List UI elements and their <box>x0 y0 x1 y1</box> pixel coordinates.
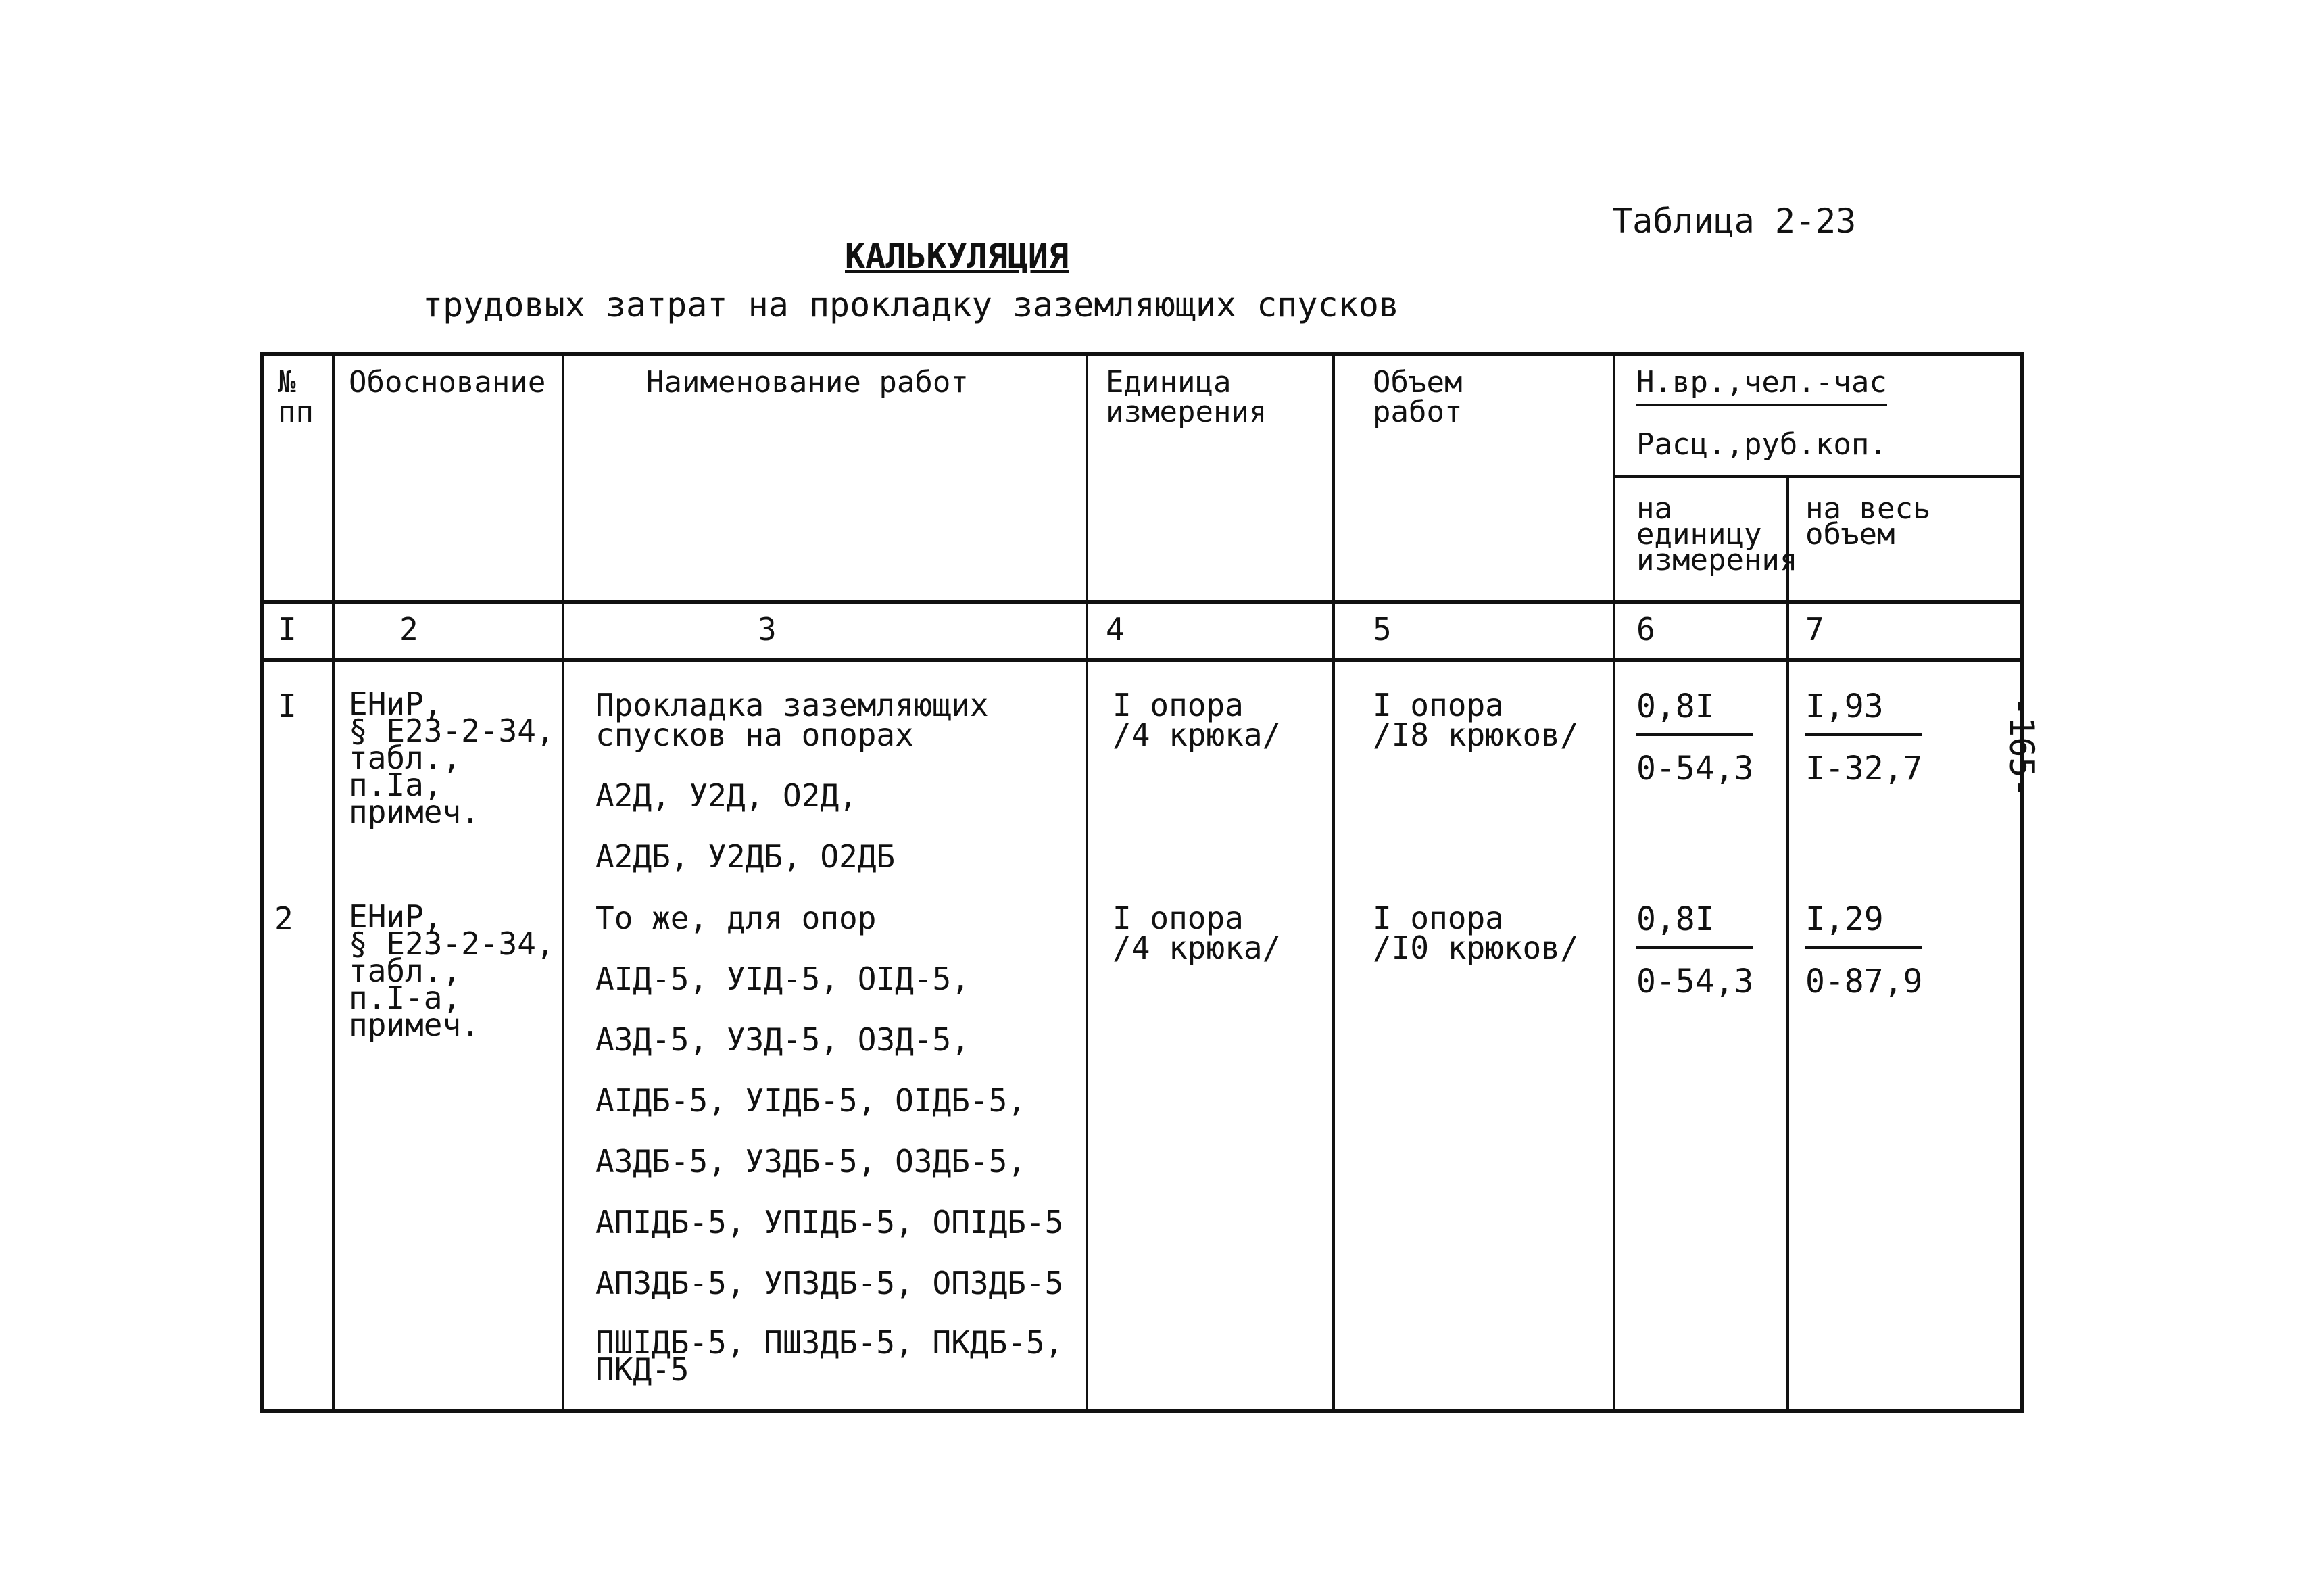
column-divider <box>332 356 335 1409</box>
row-divider <box>264 600 2020 604</box>
table-label: Таблица 2-23 <box>1612 201 1857 241</box>
header-norm: Н.вр.,чел.-час <box>1636 368 1887 397</box>
row-2-total-norm-rate: $\frac{I,29}{0-87,9}$ <box>1805 900 1923 1000</box>
row-1-volume: I опора /I8 крюков/ <box>1373 687 1579 753</box>
header-volume: Объем работ <box>1373 365 1463 429</box>
row-1-unit: I опора /4 крюка/ <box>1113 687 1282 753</box>
column-number: I <box>278 611 297 648</box>
document-title: КАЛЬКУЛЯЦИЯ <box>845 237 1069 276</box>
document-subtitle: трудовых затрат на прокладку заземляющих спусков <box>422 285 1399 324</box>
header-work-name: Наименование работ <box>646 365 969 400</box>
row-2-unit-norm-rate: $\frac{0,8I}{0-54,3}$ <box>1636 900 1754 1000</box>
column-number: 2 <box>399 611 418 648</box>
row-2-work-name: То же, для опор АIД-5, УIД-5, ОIД-5, А3Д-5, У3Д-5, О3Д-5, АIДБ-5, УIДБ-5, ОIДБ-5, А3ДБ-5, У3ДБ-5, О3ДБ-5, АПIДБ-5, УПIДБ-5, ОПIДБ-5 АП3ДБ-5, УП3ДБ-5, ОП3ДБ-5 ПШIДБ-5, ПШ3ДБ-5, ПКДБ-5, ПКД-5 <box>595 900 1064 1388</box>
page-number: -165- <box>2002 696 2041 798</box>
column-divider <box>562 356 564 1409</box>
row-1-number: I <box>278 687 297 724</box>
row-2-unit: I опора /4 крюка/ <box>1113 900 1282 966</box>
row-2-number: 2 <box>274 900 293 937</box>
header-per-unit: на единицу измерения <box>1636 491 1798 577</box>
row-2-volume: I опора /I0 крюков/ <box>1373 900 1579 966</box>
header-rate: Расц.,руб.коп. <box>1636 427 1887 462</box>
column-number: 3 <box>758 611 777 648</box>
column-number: 7 <box>1805 611 1824 648</box>
column-divider <box>1613 356 1615 1409</box>
column-number: 5 <box>1373 611 1392 648</box>
header-unit: Единица измерения <box>1106 365 1267 429</box>
column-number: 4 <box>1106 611 1125 648</box>
calculation-table <box>260 352 2024 1413</box>
column-divider <box>1086 356 1088 1409</box>
row-1-total-norm-rate: $\frac{I,93}{I-32,7}$ <box>1805 687 1923 788</box>
row-1-basis: ЕНиР, § Е23-2-34, табл., п.Iа, примеч. <box>349 685 555 830</box>
header-basis: Обоснование <box>349 365 546 400</box>
row-1-work-name: Прокладка заземляющих спусков на опорах А2Д, У2Д, О2Д, А2ДБ, У2ДБ, О2ДБ <box>595 687 989 875</box>
column-divider <box>1786 477 1789 1409</box>
header-number: № пп <box>278 365 314 429</box>
row-divider <box>1613 475 2020 478</box>
row-2-basis: ЕНиР, § Е23-2-34, табл., п.I-а, примеч. <box>349 898 555 1043</box>
column-divider <box>1332 356 1335 1409</box>
column-number: 6 <box>1636 611 1655 648</box>
row-1-unit-norm-rate: $\frac{0,8I}{0-54,3}$ <box>1636 687 1754 788</box>
header-per-total: на весь объем <box>1805 491 1931 552</box>
row-divider <box>264 658 2020 662</box>
